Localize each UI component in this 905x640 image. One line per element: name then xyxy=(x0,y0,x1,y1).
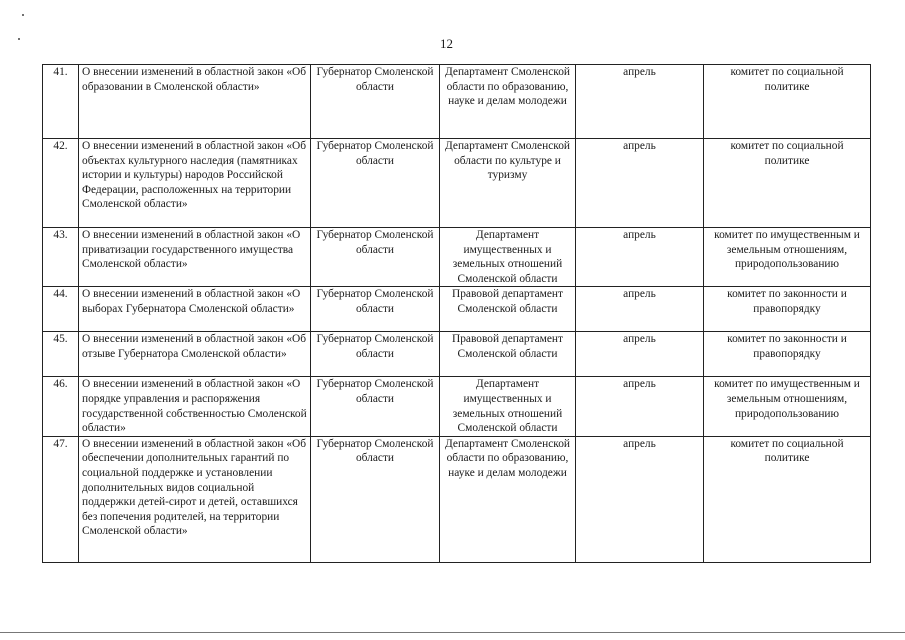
responsible-committee: комитет по имущественным и земельным отношениям, природопользованию xyxy=(704,377,871,436)
row-number: 46. xyxy=(43,377,79,436)
bill-executor: Департамент Смоленской области по культуре и туризму xyxy=(440,139,576,228)
bill-title: О внесении изменений в областной закон «Об объектах культурного наследия (памятниках истории и культуры) народов Российской Федерации, расположенных на территории Смоленской области» xyxy=(79,139,311,228)
bill-term: апрель xyxy=(576,228,704,287)
bill-author: Губернатор Смоленской области xyxy=(311,139,440,228)
bill-title: О внесении изменений в областной закон «О выборах Губернатора Смоленской области» xyxy=(79,287,311,332)
responsible-committee: комитет по имущественным и земельным отношениям, природопользованию xyxy=(704,228,871,287)
bill-term: апрель xyxy=(576,377,704,436)
scan-speck xyxy=(22,14,24,16)
row-number: 42. xyxy=(43,139,79,228)
responsible-committee: комитет по социальной политике xyxy=(704,436,871,562)
row-number: 44. xyxy=(43,287,79,332)
row-number: 47. xyxy=(43,436,79,562)
bill-term: апрель xyxy=(576,139,704,228)
bill-title: О внесении изменений в областной закон «Об отзыве Губернатора Смоленской области» xyxy=(79,332,311,377)
responsible-committee: комитет по социальной политике xyxy=(704,65,871,139)
bill-executor: Департамент имущественных и земельных отношений Смоленской области xyxy=(440,228,576,287)
bill-executor: Департамент Смоленской области по образованию, науке и делам молодежи xyxy=(440,436,576,562)
legislation-plan-table xyxy=(42,64,871,563)
bill-term: апрель xyxy=(576,287,704,332)
bill-author: Губернатор Смоленской области xyxy=(311,228,440,287)
bill-author: Губернатор Смоленской области xyxy=(311,436,440,562)
table-row xyxy=(43,436,871,562)
scan-edge-line xyxy=(0,632,905,633)
row-number: 43. xyxy=(43,228,79,287)
table-row xyxy=(43,287,871,332)
bill-author: Губернатор Смоленской области xyxy=(311,65,440,139)
bill-executor: Департамент имущественных и земельных отношений Смоленской области xyxy=(440,377,576,436)
bill-title: О внесении изменений в областной закон «О приватизации государственного имущества Смоленской области» xyxy=(79,228,311,287)
bill-term: апрель xyxy=(576,332,704,377)
bill-executor: Правовой департамент Смоленской области xyxy=(440,287,576,332)
bill-title: О внесении изменений в областной закон «Об обеспечении дополнительных гарантий по социальной поддержке и установлении дополнительных видов социальной поддержки детей-сирот и детей, оставшихся без попечения родителей, на территории Смоленской области» xyxy=(79,436,311,562)
bill-executor: Департамент Смоленской области по образованию, науке и делам молодежи xyxy=(440,65,576,139)
row-number: 41. xyxy=(43,65,79,139)
bill-title: О внесении изменений в областной закон «Об образовании в Смоленской области» xyxy=(79,65,311,139)
bill-title: О внесении изменений в областной закон «О порядке управления и распоряжения государственной собственностью Смоленской области» xyxy=(79,377,311,436)
bill-term: апрель xyxy=(576,436,704,562)
table-row xyxy=(43,332,871,377)
row-number: 45. xyxy=(43,332,79,377)
responsible-committee: комитет по социальной политике xyxy=(704,139,871,228)
bill-author: Губернатор Смоленской области xyxy=(311,287,440,332)
table-row xyxy=(43,377,871,436)
scan-speck xyxy=(18,38,20,40)
bill-executor: Правовой департамент Смоленской области xyxy=(440,332,576,377)
bill-author: Губернатор Смоленской области xyxy=(311,332,440,377)
responsible-committee: комитет по законности и правопорядку xyxy=(704,287,871,332)
table-row xyxy=(43,65,871,139)
page-number: 12 xyxy=(440,36,453,51)
bill-author: Губернатор Смоленской области xyxy=(311,377,440,436)
bill-term: апрель xyxy=(576,65,704,139)
responsible-committee: комитет по законности и правопорядку xyxy=(704,332,871,377)
table-row xyxy=(43,139,871,228)
table-row xyxy=(43,228,871,287)
